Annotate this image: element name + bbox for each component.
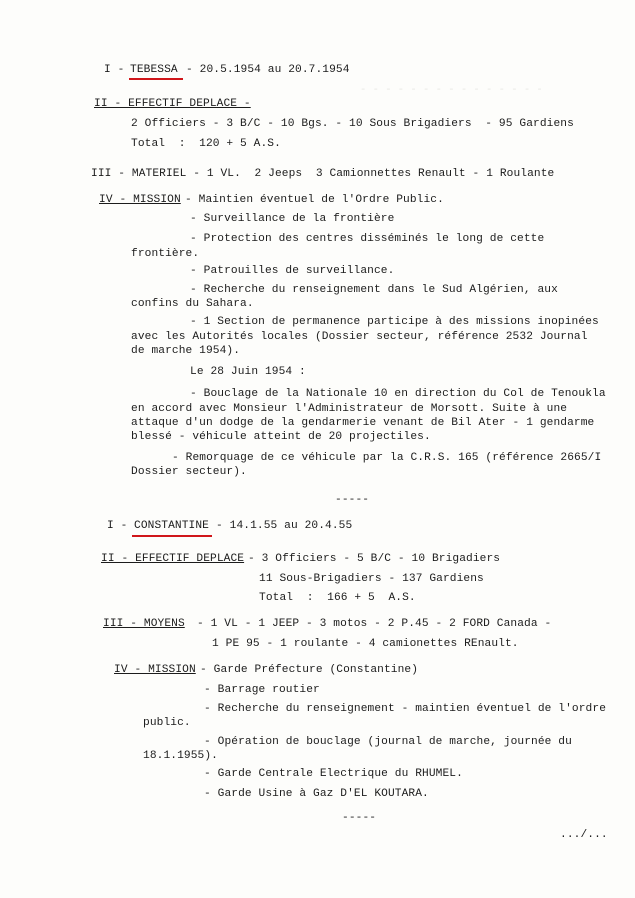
s1-mission-heading: IV - MISSION <box>99 194 181 206</box>
s1-event-line: en accord avec Monsieur l'Administrateur de Morsott. Suite à une <box>131 403 568 415</box>
s1-mission-item: - Recherche du renseignement dans le Sud Algérien, aux <box>190 284 558 296</box>
s1-mission-item-cont: avec les Autorités locales (Dossier secteur, référence 2532 Journal <box>131 331 588 343</box>
s2-moyens-line: - 1 VL - 1 JEEP - 3 motos - 2 P.45 - 2 FORD Canada - <box>197 618 552 630</box>
page-continued-marker: .../... <box>560 829 608 841</box>
s2-mission-item-cont: 18.1.1955). <box>143 750 218 762</box>
section-separator: ----- <box>342 812 377 824</box>
s2-effectif-total: Total : 166 + 5 A.S. <box>259 592 416 604</box>
s1-event-line: attaque d'un dodge de la gendarmerie venant de Bil Ater - 1 gendarme <box>131 417 595 429</box>
s2-mission-item: - Barrage routier <box>204 684 320 696</box>
s1-event-line: blessé - véhicule atteint de 20 projectiles. <box>131 431 431 443</box>
s2-moyens-line: 1 PE 95 - 1 roulante - 4 camionettes REnault. <box>212 638 519 650</box>
red-underline-mark <box>129 78 183 80</box>
s1-mission-item-cont: confins du Sahara. <box>131 298 254 310</box>
s2-mission-item: - Recherche du renseignement - maintien éventuel de l'ordre <box>204 703 607 715</box>
s1-effectif-line: 2 Officiers - 3 B/C - 10 Bgs. - 10 Sous Brigadiers - 95 Gardiens <box>131 118 574 130</box>
s2-title-place: CONSTANTINE <box>134 520 209 532</box>
s2-effectif-line: - 3 Officiers - 5 B/C - 10 Brigadiers <box>248 553 501 565</box>
s2-mission-item: - Opération de bouclage (journal de marche, journée du <box>204 736 572 748</box>
s2-effectif-heading: II - EFFECTIF DEPLACE <box>101 553 245 565</box>
s1-event-line: Dossier secteur). <box>131 466 247 478</box>
s2-title-number: I - <box>107 520 128 532</box>
s1-mission-item-cont: frontière. <box>131 248 200 260</box>
s1-mission-item: - Protection des centres disséminés le long de cette <box>190 233 545 245</box>
s2-mission-first: - Garde Préfecture (Constantine) <box>200 664 419 676</box>
show-through-text: - - - - - - - - - - - - - - - <box>360 84 543 96</box>
s1-effectif-total: Total : 120 + 5 A.S. <box>131 138 281 150</box>
s1-mission-item: - 1 Section de permanence participe à des missions inopinées <box>190 316 599 328</box>
s1-effectif-heading: II - EFFECTIF DEPLACE - <box>94 98 251 110</box>
s2-title-dates: - 14.1.55 au 20.4.55 <box>216 520 353 532</box>
s1-event-date: Le 28 Juin 1954 : <box>190 366 306 378</box>
s1-title-place: TEBESSA <box>130 64 178 76</box>
s2-mission-item-cont: public. <box>143 717 191 729</box>
s2-mission-heading: IV - MISSION <box>114 664 196 676</box>
section-separator: ----- <box>335 494 370 506</box>
s1-mission-first: - Maintien éventuel de l'Ordre Public. <box>185 194 444 206</box>
s1-materiel-line: III - MATERIEL - 1 VL. 2 Jeeps 3 Camionnettes Renault - 1 Roulante <box>91 168 555 180</box>
s1-title-number: I - <box>104 64 125 76</box>
s1-title-dates: - 20.5.1954 au 20.7.1954 <box>186 64 350 76</box>
s1-event-line: - Bouclage de la Nationale 10 en direction du Col de Tenoukla <box>190 388 606 400</box>
s1-event-line: - Remorquage de ce véhicule par la C.R.S. 165 (référence 2665/I <box>172 452 602 464</box>
s2-mission-item: - Garde Centrale Electrique du RHUMEL. <box>204 768 463 780</box>
s1-mission-item: - Patrouilles de surveillance. <box>190 265 395 277</box>
s2-effectif-line: 11 Sous-Brigadiers - 137 Gardiens <box>259 573 484 585</box>
s2-mission-item: - Garde Usine à Gaz D'EL KOUTARA. <box>204 788 429 800</box>
red-underline-mark <box>132 535 212 537</box>
s1-mission-item-cont: de marche 1954). <box>131 345 241 357</box>
s1-mission-item: - Surveillance de la frontière <box>190 213 395 225</box>
s2-moyens-heading: III - MOYENS <box>103 618 185 630</box>
